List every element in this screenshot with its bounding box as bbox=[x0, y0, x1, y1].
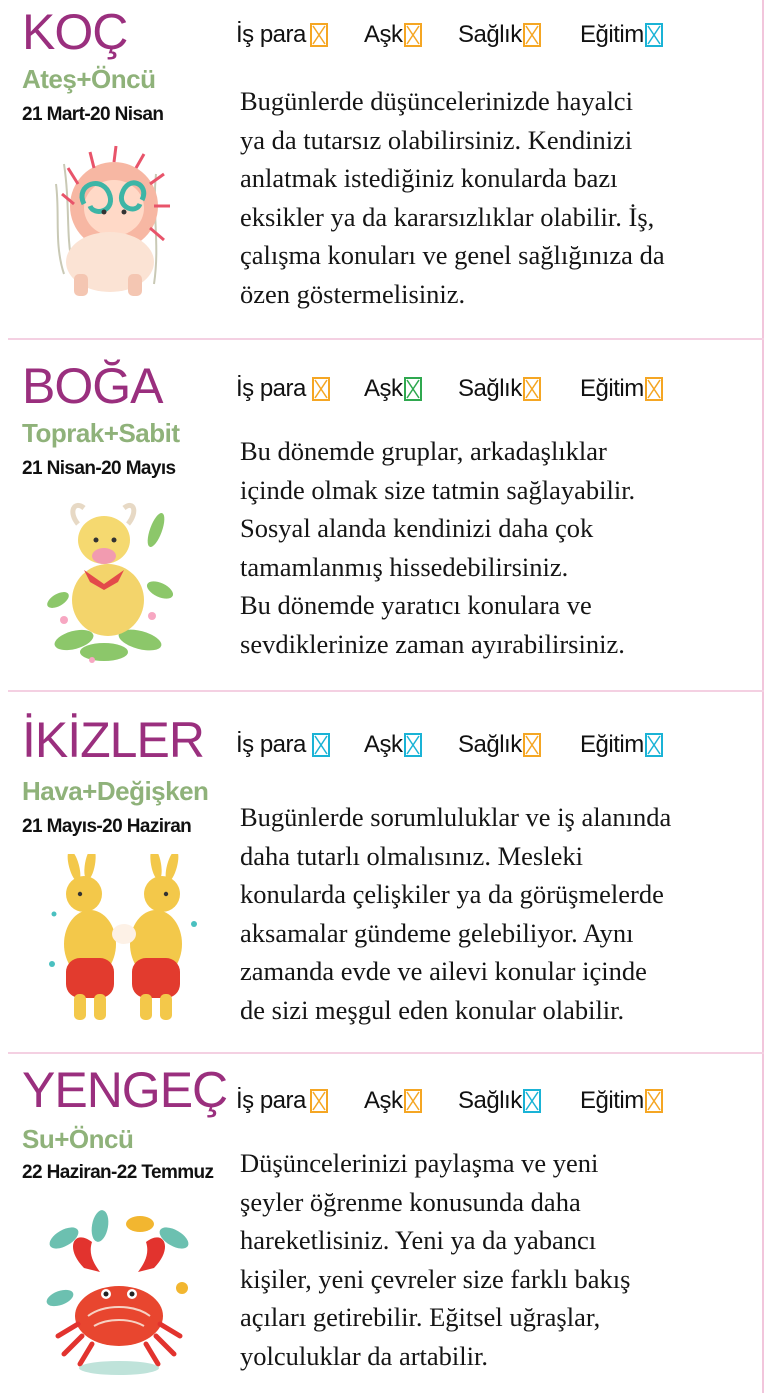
text-line: hareketlisiniz. Yeni ya da yabancı bbox=[240, 1225, 597, 1255]
text-line: de sizi meşgul eden konular olabilir. bbox=[240, 994, 625, 1025]
text-line: tamamlanmış hissedebilirsiniz. bbox=[240, 551, 569, 582]
text-line: daha tutarlı olmalısınız. Mesleki bbox=[240, 840, 583, 871]
sign-name: İKİZLER bbox=[22, 712, 204, 768]
text-line: Düşüncelerinizi paylaşma ve yeni bbox=[240, 1148, 599, 1178]
rating-label: İş para bbox=[236, 1086, 306, 1114]
rating-is-para bbox=[236, 726, 330, 762]
sign-dates: 21 Mayıs-20 Haziran bbox=[22, 816, 192, 837]
rating-label: Eğitim bbox=[580, 374, 644, 402]
text-line: Bu dönemde yaratıcı konulara ve bbox=[240, 590, 592, 620]
rating-egitim bbox=[580, 1082, 663, 1118]
rating-box-icon bbox=[404, 733, 422, 757]
rating-label: İş para bbox=[236, 730, 306, 758]
rating-ask bbox=[364, 370, 422, 406]
text-line: sevdiklerinize zaman ayırabilirsiniz. bbox=[240, 628, 625, 659]
rating-box-icon bbox=[404, 23, 422, 47]
section-divider bbox=[8, 1052, 764, 1054]
crab-icon bbox=[44, 1208, 194, 1383]
rating-box-icon bbox=[310, 1089, 328, 1113]
sign-section-boga bbox=[0, 358, 762, 688]
sign-element: Hava+Değişken bbox=[22, 776, 209, 806]
rating-box-icon bbox=[645, 377, 663, 401]
rating-egitim bbox=[580, 16, 663, 52]
text-line: içinde olmak size tatmin sağlayabilir. bbox=[240, 474, 636, 505]
sign-element: Toprak+Sabit bbox=[22, 418, 180, 448]
rating-saglik bbox=[458, 16, 541, 52]
rating-egitim bbox=[580, 370, 663, 406]
rating-box-icon bbox=[404, 1089, 422, 1113]
sign-dates: 21 Mart-20 Nisan bbox=[22, 104, 164, 125]
rating-label: Sağlık bbox=[458, 374, 522, 402]
rating-label: Aşk bbox=[364, 374, 403, 402]
section-divider bbox=[8, 338, 764, 340]
rating-is-para bbox=[236, 16, 328, 52]
text-line: Bugünlerde düşüncelerinizde hayalci bbox=[240, 86, 633, 116]
text-line: anlatmak istediğiniz konularda bazı bbox=[240, 163, 618, 193]
rating-label: İş para bbox=[236, 20, 306, 48]
section-divider bbox=[8, 690, 764, 692]
sign-name: KOÇ bbox=[22, 4, 128, 60]
text-line: şeyler öğrenme konusunda daha bbox=[240, 1186, 581, 1217]
rating-box-icon bbox=[523, 733, 541, 757]
sign-dates: 22 Haziran-22 Temmuz bbox=[22, 1162, 214, 1183]
rating-label: İş para bbox=[236, 374, 306, 402]
rating-label: Aşk bbox=[364, 730, 403, 758]
horoscope-text bbox=[240, 798, 760, 1029]
rating-box-icon bbox=[645, 23, 663, 47]
rating-saglik bbox=[458, 1082, 541, 1118]
sign-section-yengec bbox=[0, 1062, 762, 1393]
rating-box-icon bbox=[523, 377, 541, 401]
text-line: Sosyal alanda kendinizi daha çok bbox=[240, 513, 594, 543]
sign-element: Su+Öncü bbox=[22, 1124, 134, 1154]
horoscope-text bbox=[240, 82, 760, 313]
text-line: çalışma konuları ve genel sağlığınıza da bbox=[240, 240, 665, 270]
sign-element: Ateş+Öncü bbox=[22, 64, 156, 94]
text-line: konularda çelişkiler ya da görüşmelerde bbox=[240, 879, 664, 909]
sign-section-koc bbox=[0, 4, 762, 338]
horoscope-text bbox=[240, 432, 760, 663]
rating-label: Eğitim bbox=[580, 1086, 644, 1114]
rating-label: Aşk bbox=[364, 20, 403, 48]
rating-box-icon bbox=[523, 23, 541, 47]
rating-egitim bbox=[580, 726, 663, 762]
rating-saglik bbox=[458, 726, 541, 762]
text-line: eksikler ya da kararsızlıklar olabilir. İş, bbox=[240, 201, 655, 232]
rating-label: Sağlık bbox=[458, 1086, 522, 1114]
text-line: Bu dönemde gruplar, arkadaşlıklar bbox=[240, 436, 607, 466]
rating-box-icon bbox=[312, 377, 330, 401]
text-line: ya da tutarsız olabilirsiniz. Kendinizi bbox=[240, 124, 633, 155]
rating-box-icon bbox=[645, 733, 663, 757]
rating-label: Sağlık bbox=[458, 730, 522, 758]
rating-box-icon bbox=[312, 733, 330, 757]
rating-ask bbox=[364, 1082, 422, 1118]
right-border bbox=[762, 0, 764, 1393]
rating-label: Sağlık bbox=[458, 20, 522, 48]
twins-icon bbox=[44, 854, 204, 1039]
text-line: kişiler, yeni çevreler size farklı bakış bbox=[240, 1263, 631, 1294]
sign-section-ikizler bbox=[0, 712, 762, 1050]
rating-label: Eğitim bbox=[580, 20, 644, 48]
rating-label: Aşk bbox=[364, 1086, 403, 1114]
rating-ask bbox=[364, 726, 422, 762]
sign-name: YENGEÇ bbox=[22, 1062, 228, 1118]
sign-dates: 21 Nisan-20 Mayıs bbox=[22, 458, 176, 479]
rating-is-para bbox=[236, 370, 330, 406]
rating-ask bbox=[364, 16, 422, 52]
bull-icon bbox=[44, 490, 174, 675]
rating-saglik bbox=[458, 370, 541, 406]
rating-box-icon bbox=[310, 23, 328, 47]
sign-name: BOĞA bbox=[22, 358, 163, 414]
text-line: açıları getirebilir. Eğitsel uğraşlar, bbox=[240, 1302, 601, 1332]
text-line: Bugünlerde sorumluluklar ve iş alanında bbox=[240, 802, 672, 832]
text-line: zamanda evde ve ailevi konular içinde bbox=[240, 956, 647, 986]
rating-label: Eğitim bbox=[580, 730, 644, 758]
rating-box-icon bbox=[645, 1089, 663, 1113]
rating-box-icon bbox=[404, 377, 422, 401]
rating-box-icon bbox=[523, 1089, 541, 1113]
text-line: özen göstermelisiniz. bbox=[240, 278, 466, 309]
text-line: yolculuklar da artabilir. bbox=[240, 1340, 488, 1371]
text-line: aksamalar gündeme gelebiliyor. Aynı bbox=[240, 917, 634, 948]
ram-icon bbox=[44, 144, 174, 309]
horoscope-text bbox=[240, 1144, 760, 1375]
rating-is-para bbox=[236, 1082, 328, 1118]
